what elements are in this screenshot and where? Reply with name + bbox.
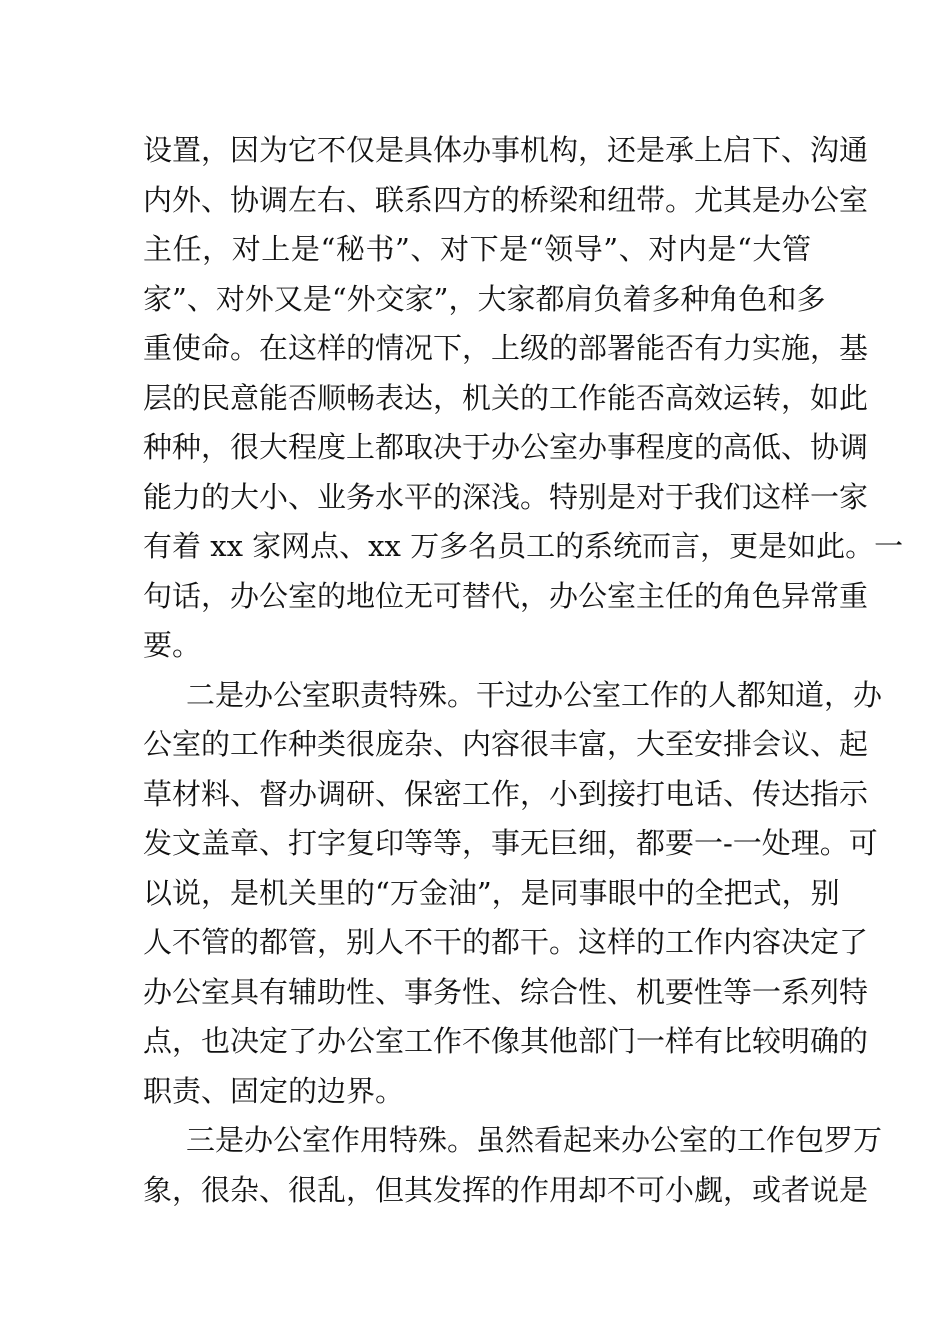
text-line: 家”、对外又是“外交家”，大家都肩负着多种角色和多	[143, 281, 826, 316]
paragraph-start-line: 三是办公室作用特殊。虽然看起来办公室的工作包罗万	[186, 1123, 883, 1157]
text-line: 有着 xx 家网点、xx 万多名员工的系统而言，更是如此。一	[143, 529, 904, 563]
text-line: 设置，因为它不仅是具体办事机构，还是承上启下、沟通	[143, 133, 869, 167]
text-line: 点，也决定了办公室工作不像其他部门一样有比较明确的	[143, 1024, 869, 1058]
text-line: 公室的工作种类很庞杂、内容很丰富，大至安排会议、起	[143, 727, 869, 761]
text-line: 主任，对上是“秘书”、对下是“领导”、对内是“大管	[143, 232, 811, 266]
text-line: 种种，很大程度上都取决于办公室办事程度的高低、协调	[143, 430, 869, 464]
text-line: 办公室具有辅助性、事务性、综合性、机要性等一系列特	[143, 974, 869, 1009]
text-line: 草材料、督办调研、保密工作，小到接打电话、传达指示	[143, 776, 869, 811]
text-line: 能力的大小、业务水平的深浅。特别是对于我们这样一家	[143, 479, 869, 514]
paragraph-start-line: 二是办公室职责特殊。干过办公室工作的人都知道，办	[186, 677, 883, 712]
text-line: 内外、协调左右、联系四方的桥梁和纽带。尤其是办公室	[143, 182, 869, 217]
text-line: 以说，是机关里的“万金油”，是同事眼中的全把式，别	[143, 875, 840, 910]
text-line: 人不管的都管，别人不干的都干。这样的工作内容决定了	[143, 925, 869, 959]
text-line: 职责、固定的边界。	[143, 1073, 405, 1108]
text-line: 句话，办公室的地位无可替代，办公室主任的角色异常重	[143, 578, 869, 613]
text-line: 发文盖章、打字复印等等，事无巨细，都要一-一处理。可	[143, 826, 878, 860]
text-line: 层的民意能否顺畅表达，机关的工作能否高效运转，如此	[143, 380, 869, 415]
body-text	[143, 126, 904, 1215]
text-line: 重使命。在这样的情况下，上级的部署能否有力实施，基	[143, 331, 869, 365]
text-line: 象，很杂、很乱，但其发挥的作用却不可小觑，或者说是	[143, 1172, 869, 1207]
text-line: 要。	[143, 628, 202, 662]
